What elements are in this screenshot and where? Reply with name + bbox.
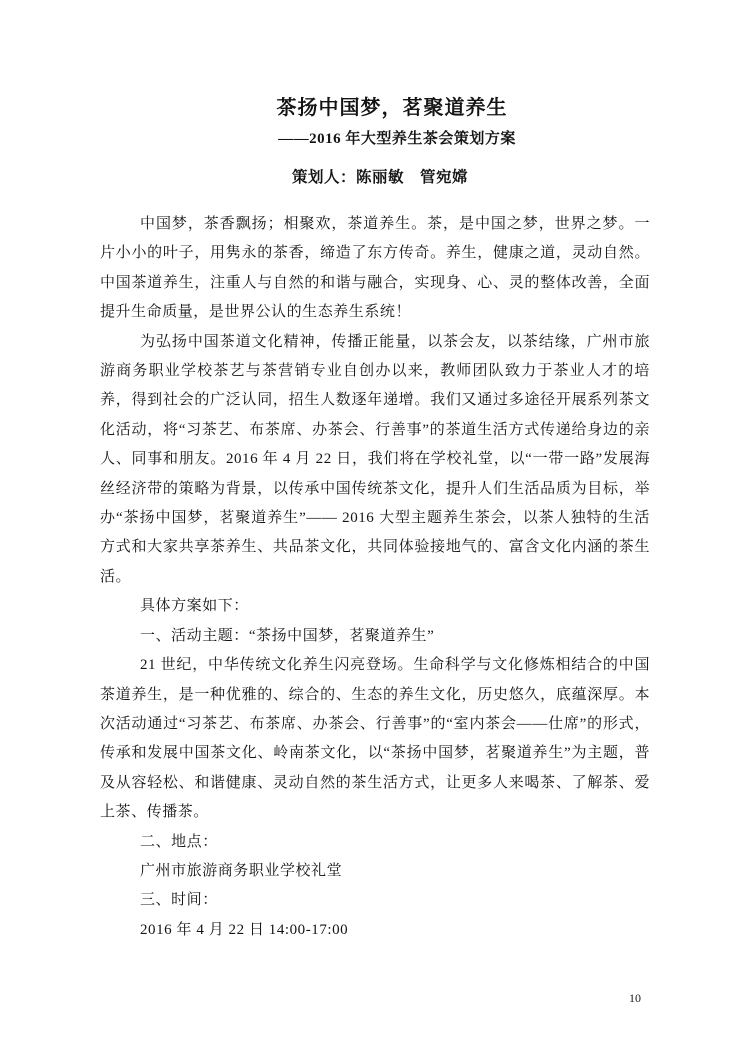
document-subtitle: ——2016 年大型养生茶会策划方案 bbox=[278, 131, 516, 147]
paragraph-location-value: 广州市旅游商务职业学校礼堂 bbox=[140, 862, 343, 879]
paragraph-background: 为弘扬中国茶道文化精神，传播正能量，以茶会友，以茶结缘，广州市旅游商务职业学校茶艺与茶营销专业自创办以来，教师团队致力于茶业人才的培养，得到社会的广泛认同，招生人数逐年递增。我们又通过多途径开展系列茶文化活动，将“习茶艺、布茶席、办茶会、行善事”的茶道生活方式传递给身边的亲人、同事和朋友。2016 年 4 月 22 日，我们将在学校礼堂，以“一带一路”发展海丝经济带的策略为背景，以传承中国传统茶文化，提升人们生活品质为目标，举办“茶扬中国梦，茗聚道养生”—— 2016 大型主题养生茶会，以茶人独特的生活方式和大家共享茶养生、共品茶文化，共同体验接地气的、富含文化内涵的茶生活。 bbox=[100, 333, 650, 585]
paragraph-theme-detail: 21 世纪，中华传统文化养生闪亮登场。生命科学与文化修炼相结合的中国茶道养生，是一种优雅的、综合的、生态的养生文化，历史悠久，底蕴深厚。本次活动通过“习茶艺、布茶席、办茶会、行善事”的“室内茶会——仕席”的形式，传承和发展中国茶文化、岭南茶文化，以“茶扬中国梦，茗聚道养生”为主题，普及从容轻松、和谐健康、灵动自然的茶生活方式，让更多人来喝茶、了解茶、爱上茶、传播茶。 bbox=[100, 657, 650, 821]
heading-activity-theme: 一、活动主题：“茶扬中国梦，茗聚道养生” bbox=[140, 627, 435, 644]
document-body bbox=[100, 210, 650, 945]
heading-location: 二、地点： bbox=[140, 833, 218, 850]
heading-time: 三、时间： bbox=[140, 892, 218, 909]
paragraph-intro: 中国梦，茶香飘扬；相聚欢，茶道养生。茶，是中国之梦，世界之梦。一片小小的叶子，用隽永的茶香，缔造了东方传奇。养生，健康之道，灵动自然。中国茶道养生，注重人与自然的和谐与融合，实现身、心、灵的整体改善，全面提升生命质量，是世界公认的生态养生系统！ bbox=[100, 216, 650, 321]
paragraph-time-value: 2016 年 4 月 22 日 14:00-17:00 bbox=[140, 921, 349, 938]
planner-line: 策划人：陈丽敏 管宛嫦 bbox=[291, 169, 468, 186]
document-content bbox=[100, 0, 650, 945]
page-number: 10 bbox=[629, 991, 641, 1005]
heading-plan-intro: 具体方案如下： bbox=[140, 598, 249, 615]
document-title: 茶扬中国梦，茗聚道养生 bbox=[276, 97, 508, 119]
